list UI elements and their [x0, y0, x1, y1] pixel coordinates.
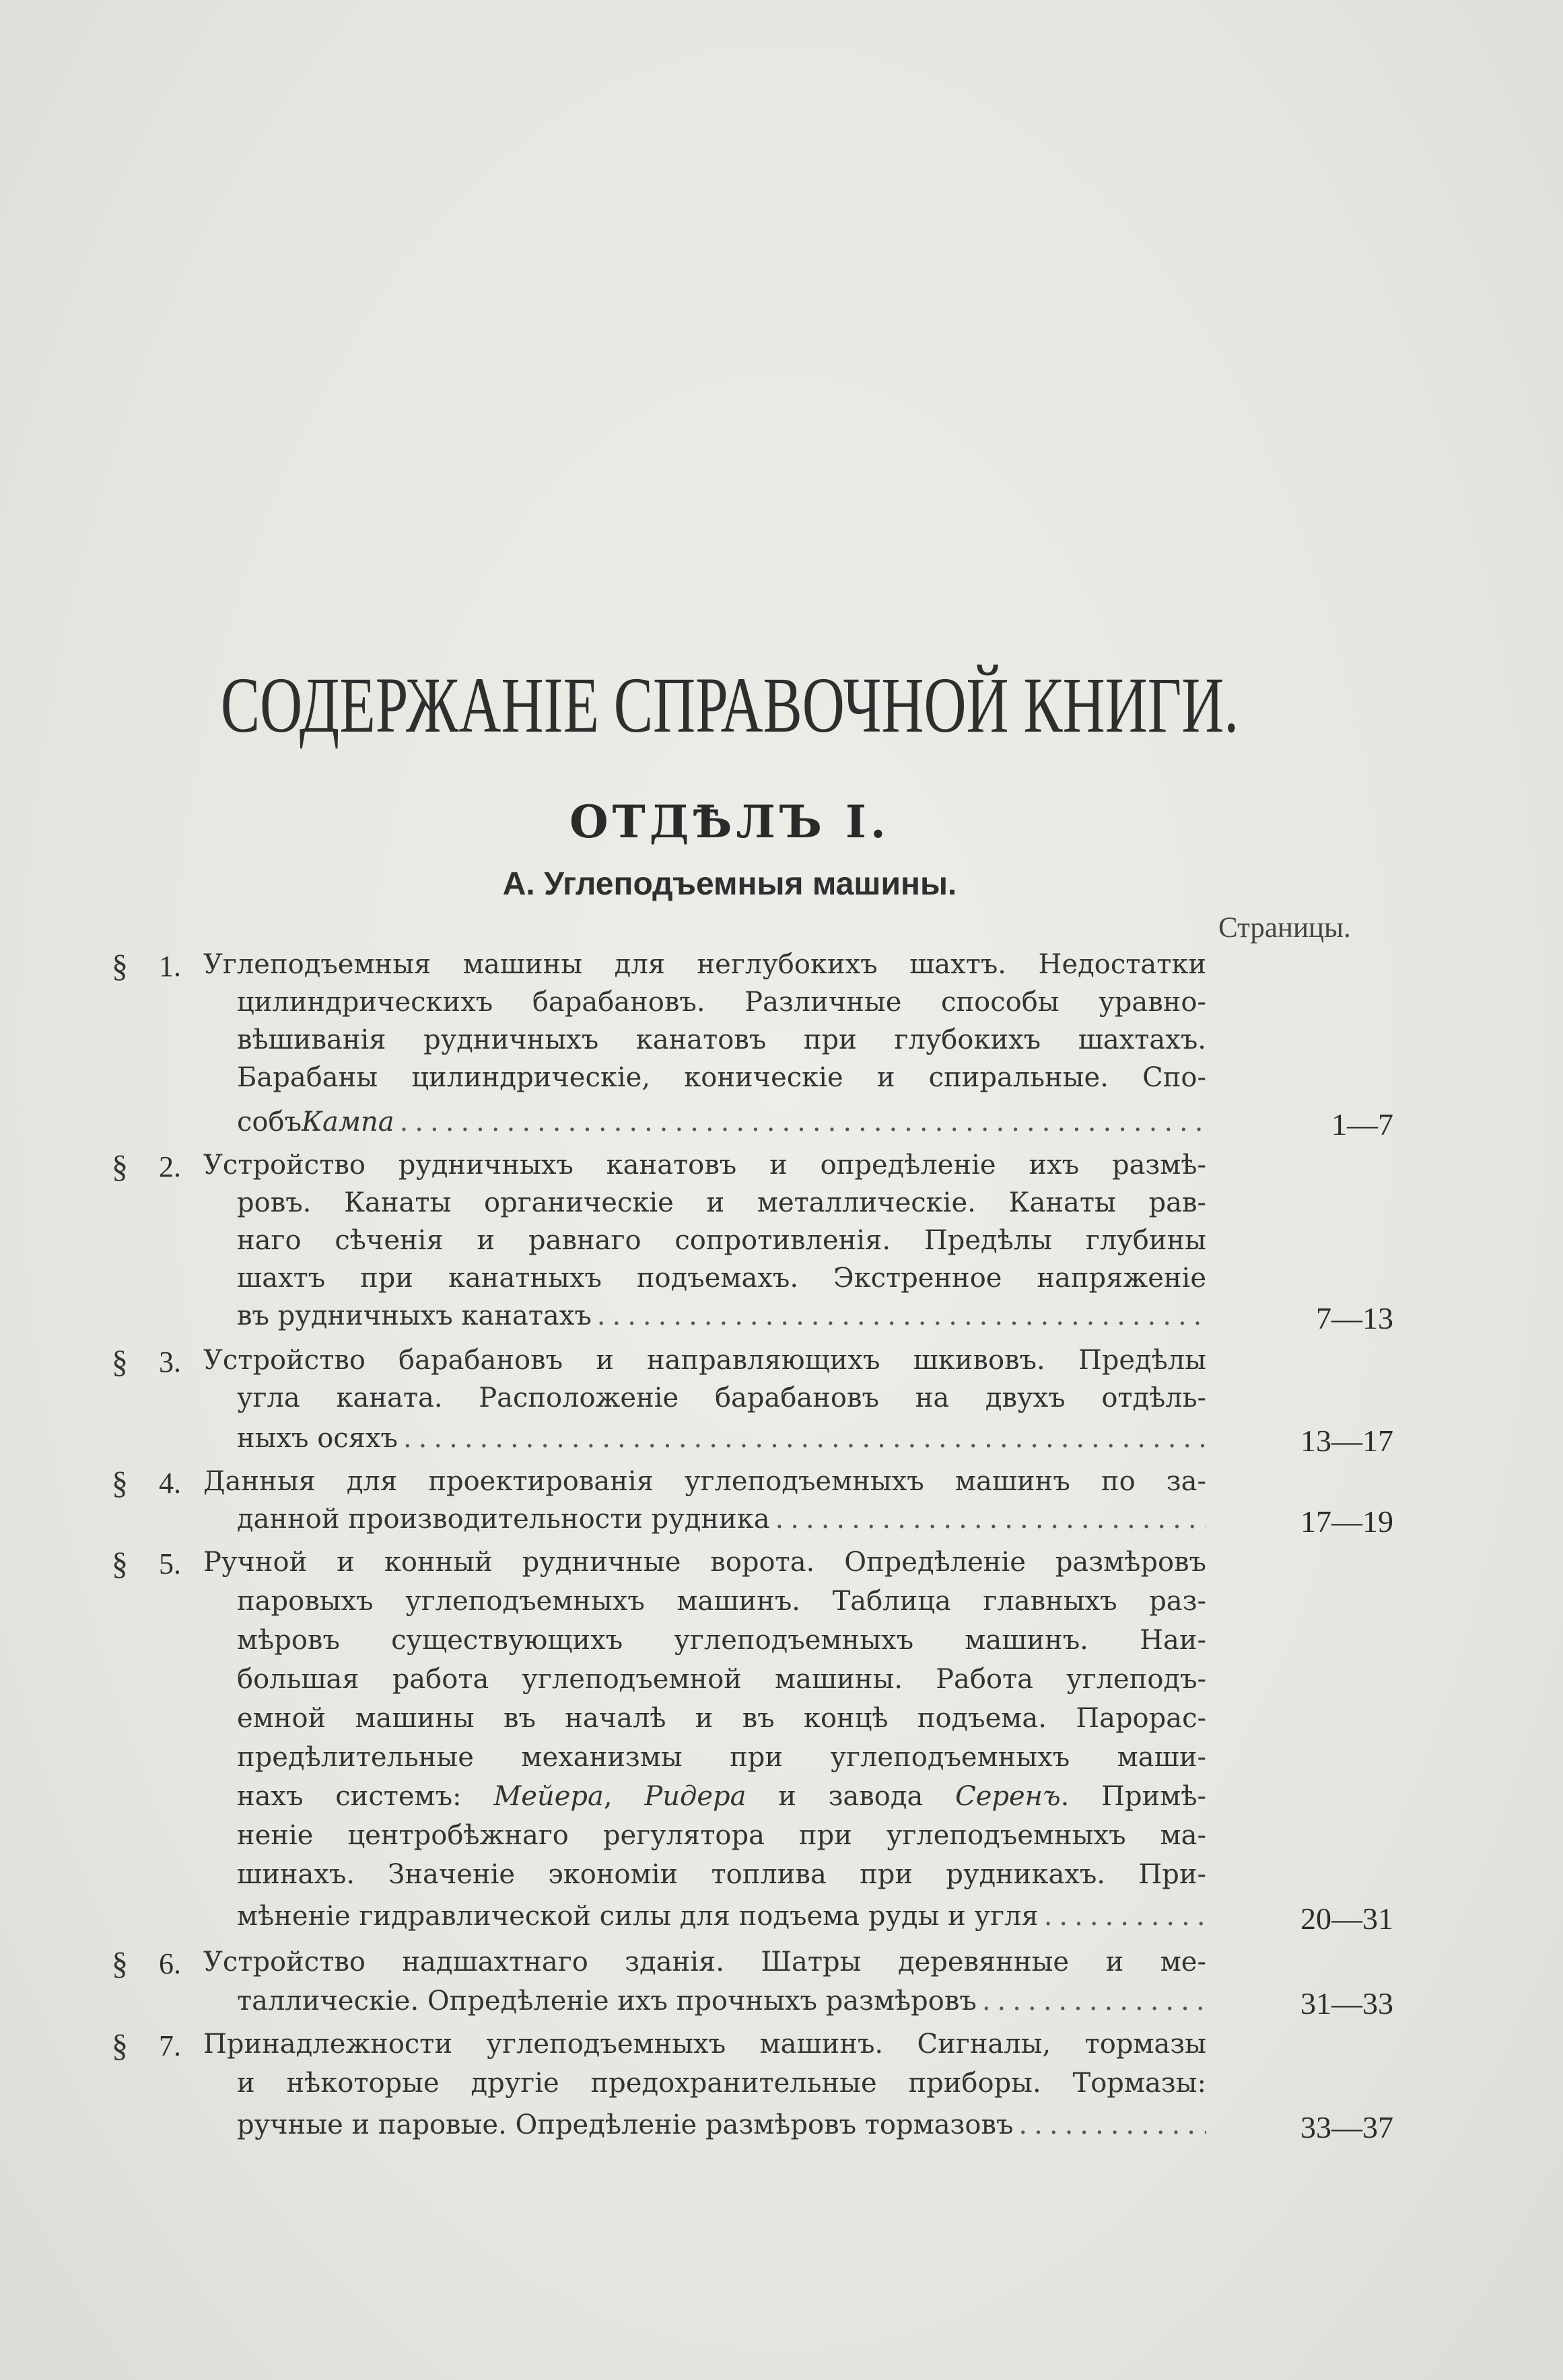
entry-pages: 1—7 — [1331, 1107, 1393, 1142]
entry-line: наго сѣченія и равнаго сопротивленія. Предѣлы глубины — [237, 1225, 1206, 1256]
subsection-heading: А. Углеподъемныя машины. — [502, 866, 957, 902]
entry-line: угла каната. Расположеніе барабановъ на двухъ отдѣль- — [237, 1382, 1206, 1413]
entry-pages: 33—37 — [1300, 2110, 1393, 2144]
entry-pages: 20—31 — [1300, 1901, 1393, 1936]
entry-italic-name: Серенъ — [955, 1781, 1061, 1812]
entry-line: и нѣкоторые другіе предохранительные приборы. Тормазы: — [237, 2068, 1206, 2099]
entry-line-last — [237, 1986, 1206, 2017]
paragraph-sign: § — [112, 1546, 128, 1582]
entry-number: 3. — [159, 1345, 181, 1378]
entry-pages: 7—13 — [1316, 1301, 1393, 1335]
entry-text: таллическіе. Опредѣленіе ихъ прочныхъ размѣровъ — [237, 1986, 977, 2017]
entry-line: Устройство надшахтнаго зданія. Шатры деревянные и ме- — [203, 1947, 1206, 1978]
entry-text: данной производительности рудника — [237, 1504, 770, 1535]
entry-line: мѣровъ существующихъ углеподъемныхъ машинъ. Наи- — [237, 1625, 1206, 1656]
leader-dots — [982, 1986, 1206, 2017]
entry-line: Принадлежности углеподъемныхъ машинъ. Сигналы, тормазы — [203, 2029, 1206, 2060]
entry-number: 2. — [159, 1150, 181, 1183]
entry-number: 1. — [159, 950, 181, 983]
entry-line-last — [237, 1300, 1206, 1331]
entry-text: , — [603, 1781, 645, 1812]
entry-line: Устройство рудничныхъ канатовъ и опредѣленіе ихъ размѣ- — [203, 1150, 1206, 1181]
entry-line: неніе центробѣжнаго регулятора при углеподъемныхъ ма- — [237, 1820, 1206, 1851]
entry-line-mixed — [237, 1781, 1206, 1812]
paragraph-sign: § — [112, 1946, 128, 1982]
entry-line: емной машины въ началѣ и въ концѣ подъема. Парорас- — [237, 1703, 1206, 1734]
entry-line: предѣлительные механизмы при углеподъемныхъ маши- — [237, 1742, 1206, 1773]
entry-pages: 31—33 — [1300, 1986, 1393, 2021]
leader-dots — [403, 1423, 1206, 1454]
entry-pages: 13—17 — [1300, 1424, 1393, 1458]
entry-line: шахтъ при канатныхъ подъемахъ. Экстренное напряженіе — [237, 1263, 1206, 1294]
entry-line-last — [237, 1107, 1206, 1138]
leader-dots — [597, 1300, 1206, 1331]
entry-text: мѣненіе гидравлической силы для подъема руды и угля — [237, 1901, 1039, 1932]
leader-dots — [400, 1107, 1206, 1138]
paragraph-sign: § — [112, 1344, 128, 1380]
entry-line: Ручной и конный рудничные ворота. Опредѣленіе размѣровъ — [203, 1547, 1206, 1578]
entry-line: паровыхъ углеподъемныхъ машинъ. Таблица главныхъ раз- — [237, 1586, 1206, 1617]
entry-line: Устройство барабановъ и направляющихъ шкивовъ. Предѣлы — [203, 1345, 1206, 1376]
entry-number: 5. — [159, 1547, 181, 1580]
section-heading: ОТДѢЛЪ I. — [569, 796, 890, 848]
entry-number: 7. — [159, 2029, 181, 2062]
entry-line: большая работа углеподъемной машины. Работа углеподъ- — [237, 1664, 1206, 1695]
leader-dots — [775, 1504, 1206, 1535]
entry-italic-name: Ридера — [644, 1781, 746, 1812]
paragraph-sign: § — [112, 1465, 128, 1501]
entry-line: вѣшиванія рудничныхъ канатовъ при глубокихъ шахтахъ. — [237, 1024, 1206, 1055]
entry-text: нахъ системъ: — [237, 1781, 494, 1812]
entry-line: Барабаны цилиндрическіе, коническіе и спиральные. Спо- — [237, 1062, 1206, 1093]
paragraph-sign: § — [112, 948, 128, 984]
pages-column-header: Страницы. — [1218, 912, 1351, 944]
entry-line-last — [237, 1423, 1206, 1454]
entry-text: ручные и паровые. Опредѣленіе размѣровъ тормазовъ — [237, 2109, 1014, 2140]
page-title: СОДЕРЖАНІЕ СПРАВОЧНОЙ КНИГИ. — [220, 661, 1239, 749]
entry-pages: 17—19 — [1300, 1504, 1393, 1539]
entry-line: ровъ. Канаты органическіе и металлическіе. Канаты рав- — [237, 1187, 1206, 1218]
entry-text: собъ — [237, 1107, 302, 1138]
paragraph-sign: § — [112, 1149, 128, 1185]
entry-line-last — [237, 1504, 1206, 1535]
entry-text: ныхъ осяхъ — [237, 1423, 398, 1454]
entry-line: цилиндрическихъ барабановъ. Различные способы уравно- — [237, 987, 1206, 1018]
entry-number: 6. — [159, 1947, 181, 1980]
paragraph-sign: § — [112, 2028, 128, 2064]
entry-line: Данныя для проектированія углеподъемныхъ машинъ по за- — [203, 1466, 1206, 1497]
entry-line: Углеподъемныя машины для неглубокихъ шахтъ. Недостатки — [203, 949, 1206, 980]
leader-dots — [1018, 2109, 1206, 2140]
leader-dots — [1044, 1901, 1206, 1932]
entry-text: . Примѣ- — [1060, 1781, 1206, 1812]
entry-italic-name: Мейера — [493, 1781, 604, 1812]
entry-text: и завода — [746, 1781, 956, 1812]
entry-number: 4. — [159, 1467, 181, 1500]
entry-line-last — [237, 2109, 1206, 2140]
entry-italic-name: Кампа — [302, 1107, 394, 1138]
entry-line: шинахъ. Значеніе экономіи топлива при рудникахъ. При- — [237, 1859, 1206, 1890]
entry-line-last — [237, 1901, 1206, 1932]
entry-text: въ рудничныхъ канатахъ — [237, 1300, 592, 1331]
